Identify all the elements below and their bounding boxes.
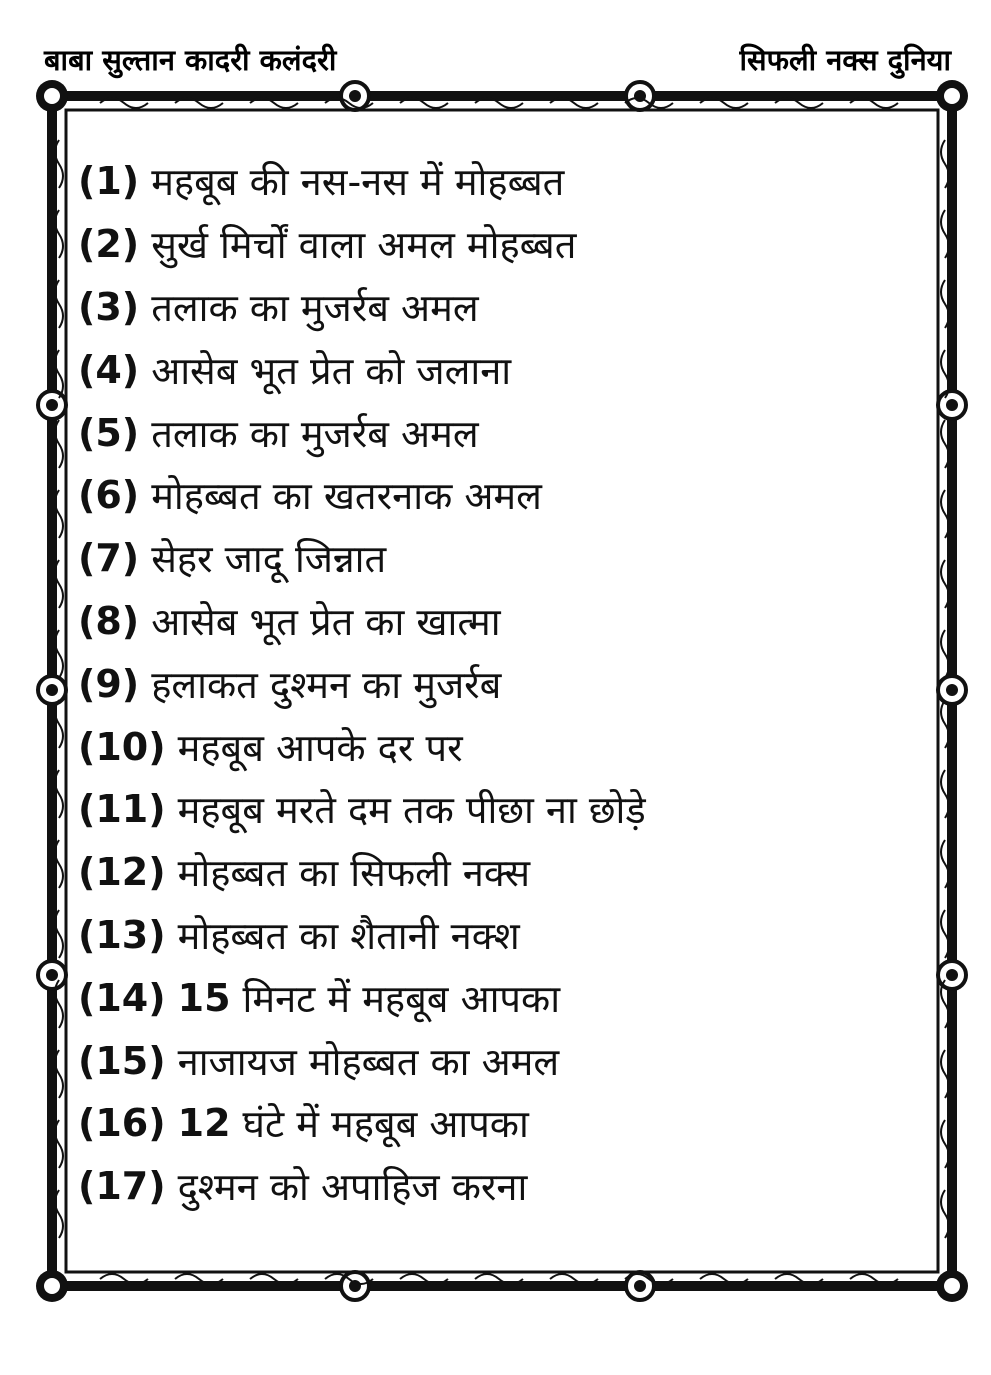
item-number: (10) (78, 724, 166, 769)
list-item (78, 778, 898, 841)
item-number: (16) (78, 1101, 166, 1146)
list-item (78, 966, 898, 1029)
list-item (78, 1029, 898, 1092)
list-item (78, 904, 898, 967)
item-text: मोहब्बत का खतरनाक अमल (151, 474, 542, 519)
item-text: तलाक का मुजर्रब अमल (151, 285, 479, 330)
item-number: (17) (78, 1164, 166, 1209)
item-text: आसेब भूत प्रेत को जलाना (151, 348, 512, 393)
item-text: मिनट में महबूब आपका (242, 976, 561, 1021)
item-text: सेहर जादू जिन्नात (151, 537, 387, 582)
item-number: (12) (78, 850, 166, 895)
item-text: महबूब मरते दम तक पीछा ना छोड़े (177, 788, 646, 833)
border-medallion-dot-icon (46, 969, 58, 981)
border-medallion-dot-icon (46, 399, 58, 411)
item-number: (8) (78, 598, 140, 643)
item-text: सुर्ख मिर्चों वाला अमल मोहब्बत (151, 223, 577, 268)
corner-rosette-center-icon (944, 1278, 960, 1294)
item-text: आसेब भूत प्रेत का खात्मा (151, 599, 501, 644)
item-lead-number: 15 (177, 975, 231, 1020)
item-text: हलाकत दुश्मन का मुजर्रब (151, 662, 502, 707)
item-number: (15) (78, 1038, 166, 1083)
item-number: (5) (78, 410, 140, 455)
list-item (78, 527, 898, 590)
item-list (78, 150, 898, 1218)
list-item (78, 1155, 898, 1218)
item-text: मोहब्बत का शैतानी नक्श (177, 913, 520, 958)
item-number: (4) (78, 347, 140, 392)
corner-rosette-center-icon (44, 88, 60, 104)
item-number: (3) (78, 284, 140, 329)
list-item (78, 150, 898, 213)
item-number: (2) (78, 222, 140, 267)
list-item (78, 652, 898, 715)
item-text: घंटे में महबूब आपका (242, 1102, 529, 1147)
item-number: (1) (78, 159, 140, 204)
item-text: नाजायज मोहब्बत का अमल (177, 1039, 560, 1084)
item-lead-number: 12 (177, 1101, 231, 1146)
border-medallion-dot-icon (946, 399, 958, 411)
item-number: (7) (78, 536, 140, 581)
list-item (78, 715, 898, 778)
border-medallion-dot-icon (46, 684, 58, 696)
item-number: (14) (78, 975, 166, 1020)
border-medallion-dot-icon (946, 684, 958, 696)
border-medallion-dot-icon (349, 90, 361, 102)
border-medallion-dot-icon (946, 969, 958, 981)
list-item (78, 401, 898, 464)
list-item (78, 464, 898, 527)
corner-rosette-center-icon (44, 1278, 60, 1294)
item-number: (9) (78, 661, 140, 706)
list-item (78, 213, 898, 276)
list-item (78, 1092, 898, 1155)
item-text: दुश्मन को अपाहिज करना (177, 1165, 528, 1210)
item-number: (11) (78, 787, 166, 832)
list-item (78, 276, 898, 339)
list-item (78, 338, 898, 401)
header-left-title: बाबा सुल्तान कादरी कलंदरी (44, 43, 337, 77)
item-text: मोहब्बत का सिफली नक्स (177, 851, 531, 896)
border-medallion-dot-icon (634, 1280, 646, 1292)
corner-rosette-center-icon (944, 88, 960, 104)
item-number: (13) (78, 912, 166, 957)
item-text: तलाक का मुजर्रब अमल (151, 411, 479, 456)
list-item (78, 590, 898, 653)
item-number: (6) (78, 473, 140, 518)
item-text: महबूब आपके दर पर (177, 725, 463, 770)
item-text: महबूब की नस-नस में मोहब्बत (151, 160, 565, 205)
list-item (78, 841, 898, 904)
header-right-title: सिफली नक्स दुनिया (739, 43, 951, 77)
